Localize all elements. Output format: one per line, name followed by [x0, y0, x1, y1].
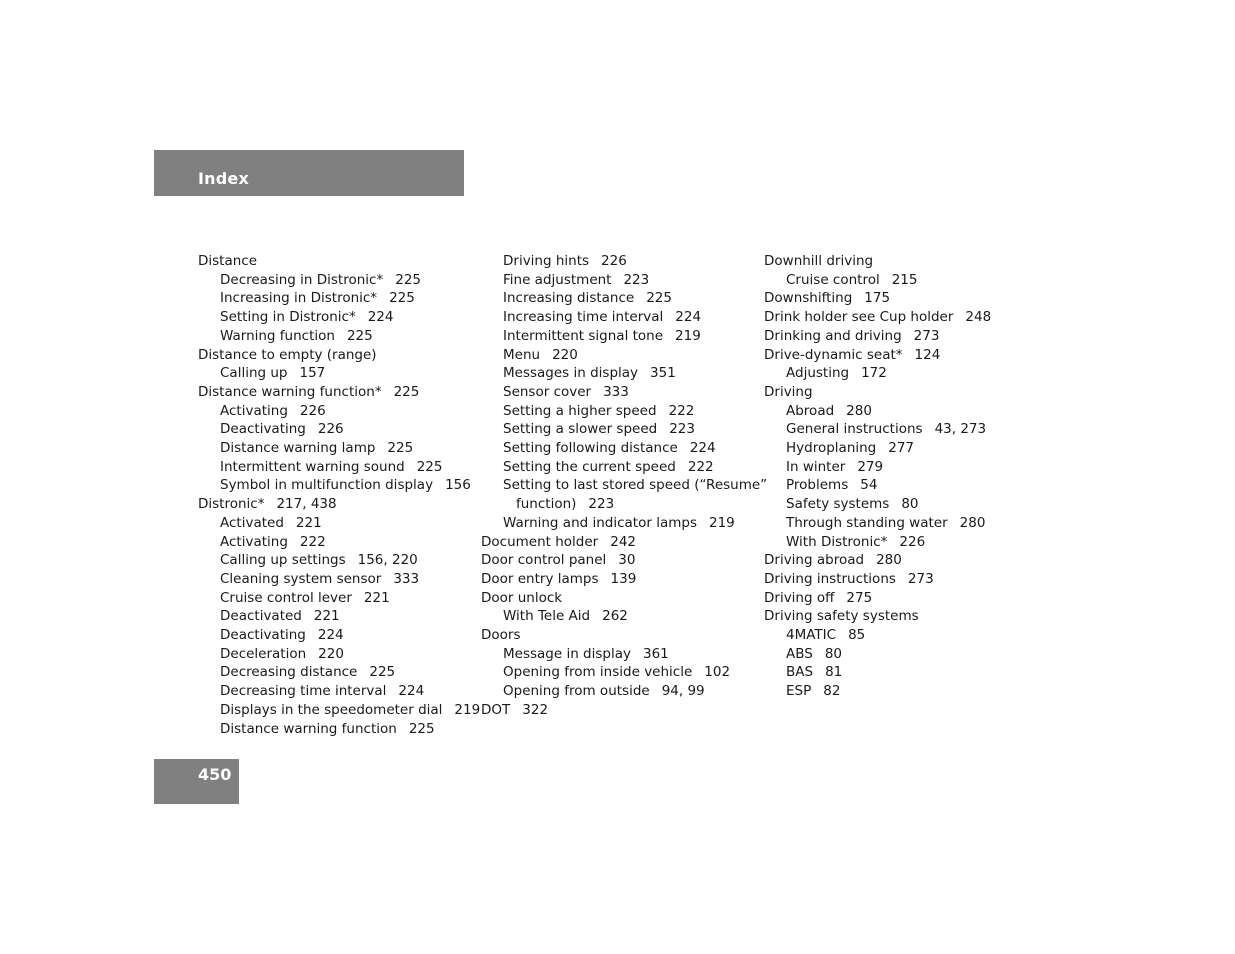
- entry-term: Through standing water: [786, 514, 948, 531]
- entry-term: Message in display: [503, 645, 631, 662]
- entry-pages[interactable]: 81: [825, 664, 843, 681]
- index-subentry: [481, 514, 756, 533]
- entry-term: Distance: [198, 253, 258, 269]
- index-subentry: [764, 364, 1024, 383]
- entry-term: Door unlock: [481, 589, 563, 606]
- entry-pages[interactable]: 322: [522, 701, 549, 718]
- entry-pages[interactable]: 224: [367, 309, 394, 326]
- entry-pages[interactable]: 172: [861, 365, 887, 382]
- entry-term: Displays in the speedometer dial: [220, 701, 443, 718]
- index-subentry: [481, 607, 756, 626]
- entry-pages[interactable]: 124: [914, 346, 941, 363]
- section-title: Index: [198, 169, 249, 188]
- entry-pages[interactable]: 102: [704, 664, 731, 681]
- index-column-3: [764, 252, 1024, 701]
- entry-term: With Distronic*: [786, 533, 888, 550]
- entry-pages[interactable]: 224: [398, 683, 425, 700]
- index-subentry: [198, 420, 473, 439]
- entry-term: Deactivated: [220, 608, 302, 625]
- entry-pages[interactable]: 248: [965, 309, 992, 326]
- entry-pages[interactable]: 30: [618, 552, 636, 569]
- index-subentry: [481, 271, 756, 290]
- index-entry: [764, 383, 1024, 402]
- entry-pages[interactable]: 223: [669, 421, 695, 438]
- entry-pages[interactable]: 80: [824, 645, 843, 662]
- entry-pages[interactable]: 225: [369, 664, 396, 681]
- index-subentry: [764, 402, 1024, 421]
- entry-term: Driving off: [764, 589, 835, 606]
- index-column-2: [481, 252, 768, 720]
- index-subentry: [764, 682, 1024, 701]
- index-entry: [481, 626, 756, 645]
- entry-pages[interactable]: 273: [913, 327, 940, 344]
- entry-pages[interactable]: 280: [846, 402, 872, 419]
- index-subentry: [198, 682, 473, 701]
- entry-term: Cleaning system sensor: [220, 570, 382, 587]
- entry-pages[interactable]: 225: [389, 290, 415, 307]
- entry-pages[interactable]: 225: [387, 440, 414, 457]
- index-entry: [198, 346, 473, 365]
- entry-term: Cruise control: [786, 271, 880, 288]
- entry-term: Door entry lamps: [481, 570, 599, 587]
- entry-term: Distance to empty (range): [198, 346, 377, 363]
- entry-term: In winter: [786, 458, 846, 475]
- index-entry: [198, 383, 473, 402]
- entry-term: Safety systems: [786, 496, 890, 513]
- entry-term: Distronic*: [198, 496, 265, 513]
- index-entry: [481, 551, 756, 570]
- entry-term: Drive-dynamic seat*: [764, 346, 903, 363]
- entry-term: Adjusting: [786, 365, 850, 382]
- entry-pages[interactable]: 226: [299, 402, 326, 419]
- index-entry: [481, 589, 756, 608]
- entry-term: Opening from outside: [503, 683, 650, 700]
- index-subentry: [198, 308, 473, 327]
- entry-pages[interactable]: 226: [317, 421, 344, 438]
- entry-term: Driving abroad: [764, 552, 865, 569]
- entry-term: Decreasing in Distronic*: [220, 271, 384, 288]
- entry-pages[interactable]: 275: [846, 589, 873, 606]
- index-subentry: [764, 533, 1024, 552]
- entry-term: Decreasing time interval: [220, 683, 387, 700]
- entry-term: Calling up settings: [220, 552, 346, 569]
- entry-term: Activated: [220, 514, 284, 531]
- entry-pages[interactable]: 273: [907, 570, 934, 587]
- entry-term: Messages in display: [503, 365, 639, 382]
- entry-term: Deactivating: [220, 627, 306, 644]
- entry-pages[interactable]: 82: [823, 683, 841, 700]
- entry-term: Distance warning function: [220, 720, 397, 737]
- index-subentry: [481, 327, 756, 346]
- entry-term: Setting a higher speed: [503, 402, 657, 419]
- entry-term: Decreasing distance: [220, 664, 358, 681]
- entry-pages[interactable]: 333: [393, 570, 420, 587]
- entry-term: Driving: [764, 383, 813, 400]
- entry-pages[interactable]: 94, 99: [661, 683, 705, 700]
- index-subentry: [198, 458, 473, 477]
- index-subentry: [198, 476, 473, 495]
- entry-term: Driving instructions: [764, 570, 896, 587]
- entry-pages[interactable]: 156, 220: [357, 552, 418, 569]
- index-subentry: [481, 663, 756, 682]
- entry-pages[interactable]: 217, 438: [276, 496, 337, 513]
- entry-term: Setting in Distronic*: [220, 309, 356, 326]
- entry-pages[interactable]: 223: [588, 496, 615, 513]
- entry-term: Distance warning lamp: [220, 440, 376, 457]
- entry-pages[interactable]: 224: [317, 627, 344, 644]
- entry-pages[interactable]: 219: [675, 327, 701, 344]
- entry-term: Warning function: [220, 327, 335, 344]
- index-subentry: [764, 663, 1024, 682]
- index-subentry: [764, 420, 1024, 439]
- index-subentry: [198, 607, 473, 626]
- entry-term: Opening from inside vehicle: [503, 664, 693, 681]
- entry-pages[interactable]: 157: [299, 365, 326, 382]
- entry-pages[interactable]: 215: [891, 271, 918, 288]
- entry-pages[interactable]: 225: [408, 720, 435, 737]
- entry-term: ABS: [786, 645, 813, 662]
- index-subentry: [481, 364, 756, 383]
- entry-pages[interactable]: 80: [901, 496, 919, 513]
- entry-pages[interactable]: 225: [346, 327, 373, 344]
- entry-term: Warning and indicator lamps: [503, 514, 697, 531]
- entry-pages[interactable]: 221: [295, 514, 322, 531]
- entry-term: Activating: [220, 533, 288, 550]
- entry-term: Increasing in Distronic*: [220, 290, 378, 307]
- entry-pages[interactable]: 225: [393, 383, 420, 400]
- entry-term: Setting to last stored speed (“Resume”: [503, 477, 768, 494]
- entry-pages[interactable]: 175: [864, 290, 891, 307]
- entry-term: Intermittent warning sound: [220, 458, 405, 475]
- entry-term: Abroad: [786, 402, 835, 419]
- entry-pages[interactable]: 222: [299, 533, 326, 550]
- section-header: [154, 150, 464, 196]
- index-subentry: [198, 570, 473, 589]
- index-subentry: [481, 439, 756, 458]
- page-number: 450: [198, 765, 232, 784]
- entry-term: Setting a slower speed: [503, 421, 658, 438]
- index-subentry: [198, 533, 473, 552]
- entry-pages[interactable]: 262: [602, 608, 628, 625]
- entry-term: Problems: [786, 477, 849, 494]
- index-subentry: [198, 289, 473, 308]
- entry-pages[interactable]: 221: [313, 608, 340, 625]
- index-subentry: [198, 663, 473, 682]
- index-subentry: [481, 458, 756, 477]
- entry-term: Doors: [481, 627, 521, 644]
- entry-pages[interactable]: 226: [899, 533, 926, 550]
- index-subentry: [481, 682, 756, 701]
- index-subentry: [198, 327, 473, 346]
- entry-term: Door control panel: [481, 552, 607, 569]
- entry-term: Drink holder see Cup holder: [764, 309, 954, 326]
- index-subentry: [198, 645, 473, 664]
- entry-term: Drinking and driving: [764, 327, 902, 344]
- index-column-1: [198, 252, 481, 738]
- index-entry: [198, 495, 473, 514]
- index-subentry: [481, 495, 756, 514]
- entry-term: function): [516, 496, 577, 513]
- entry-term: Downhill driving: [764, 253, 874, 269]
- entry-term: Increasing time interval: [503, 309, 664, 326]
- entry-term: ESP: [786, 683, 812, 700]
- index-subentry: [764, 476, 1024, 495]
- index-entry: [764, 570, 1024, 589]
- index-entry: [764, 252, 1024, 271]
- index-subentry: [198, 701, 481, 720]
- entry-term: Activating: [220, 402, 288, 419]
- entry-pages[interactable]: 223: [623, 271, 650, 288]
- index-entry: [764, 346, 1024, 365]
- entry-pages[interactable]: 220: [552, 346, 578, 363]
- index-subentry: [481, 476, 768, 495]
- entry-pages[interactable]: 225: [416, 458, 443, 475]
- index-subentry: [198, 402, 473, 421]
- entry-pages[interactable]: 221: [363, 589, 390, 606]
- entry-term: Symbol in multifunction display: [220, 477, 434, 494]
- index-subentry: [198, 364, 473, 383]
- entry-term: Downshifting: [764, 290, 853, 307]
- entry-term: Calling up: [220, 365, 288, 382]
- entry-pages[interactable]: 242: [610, 533, 637, 550]
- entry-pages[interactable]: 280: [876, 552, 902, 569]
- entry-pages[interactable]: 225: [646, 290, 672, 307]
- entry-term: Document holder: [481, 533, 599, 550]
- entry-term: BAS: [786, 664, 814, 681]
- entry-pages[interactable]: 219: [454, 701, 481, 718]
- entry-term: Setting the current speed: [503, 458, 676, 475]
- index-subentry: [198, 626, 473, 645]
- index-entry: [198, 252, 473, 271]
- index-subentry: [481, 289, 756, 308]
- index-subentry: [764, 271, 1024, 290]
- entry-pages[interactable]: 277: [888, 440, 915, 457]
- index-subentry: [198, 514, 473, 533]
- index-entry: [764, 308, 1024, 327]
- index-subentry: [764, 458, 1024, 477]
- entry-pages[interactable]: 351: [650, 365, 676, 382]
- entry-term: Driving hints: [503, 253, 590, 269]
- index-entry: [764, 327, 1024, 346]
- index-subentry: [764, 514, 1024, 533]
- index-subentry: [481, 252, 756, 271]
- index-entry: [764, 589, 1024, 608]
- index-subentry: [198, 439, 473, 458]
- entry-pages[interactable]: 361: [643, 645, 669, 662]
- index-subentry: [764, 645, 1024, 664]
- index-subentry: [198, 551, 473, 570]
- entry-term: 4MATIC: [786, 627, 837, 644]
- entry-term: Intermittent signal tone: [503, 327, 664, 344]
- entry-term: Fine adjustment: [503, 271, 612, 288]
- entry-term: Distance warning function*: [198, 383, 382, 400]
- index-subentry: [481, 402, 756, 421]
- index-entry: [481, 570, 756, 589]
- entry-term: Increasing distance: [503, 290, 635, 307]
- entry-pages[interactable]: 156: [445, 477, 471, 494]
- index-entry: [764, 607, 1024, 626]
- entry-pages[interactable]: 54: [860, 477, 878, 494]
- entry-pages[interactable]: 43, 273: [934, 421, 987, 438]
- index-subentry: [481, 383, 756, 402]
- entry-term: Hydroplaning: [786, 440, 877, 457]
- entry-pages[interactable]: 220: [318, 645, 344, 662]
- entry-pages[interactable]: 222: [668, 402, 695, 419]
- entry-term: Deactivating: [220, 421, 306, 438]
- index-subentry: [481, 645, 756, 664]
- entry-pages[interactable]: 225: [395, 271, 422, 288]
- entry-term: Deceleration: [220, 645, 307, 662]
- entry-term: Driving safety systems: [764, 608, 919, 625]
- entry-term: With Tele Aid: [503, 608, 591, 625]
- entry-term: DOT: [481, 701, 511, 718]
- index-entry: [481, 701, 756, 720]
- index-subentry: [481, 346, 756, 365]
- index-entry: [481, 533, 756, 552]
- index-subentry: [481, 420, 756, 439]
- entry-pages[interactable]: 224: [689, 440, 716, 457]
- entry-pages[interactable]: 222: [687, 458, 714, 475]
- index-entry: [764, 289, 1024, 308]
- entry-pages[interactable]: 280: [959, 514, 986, 531]
- entry-pages[interactable]: 226: [601, 253, 627, 269]
- entry-pages[interactable]: 219: [708, 514, 735, 531]
- index-subentry: [764, 495, 1024, 514]
- entry-pages[interactable]: 224: [675, 309, 702, 326]
- entry-pages[interactable]: 139: [610, 570, 637, 587]
- index-subentry: [198, 720, 473, 739]
- index-subentry: [764, 439, 1024, 458]
- index-subentry: [764, 626, 1024, 645]
- entry-term: Menu: [503, 346, 541, 363]
- index-subentry: [198, 271, 473, 290]
- index-subentry: [198, 589, 473, 608]
- entry-pages[interactable]: 333: [603, 383, 629, 400]
- index-subentry: [481, 308, 756, 327]
- entry-term: Setting following distance: [503, 440, 678, 457]
- index-entry: [764, 551, 1024, 570]
- entry-term: General instructions: [786, 421, 923, 438]
- page-number-tab: [154, 759, 239, 804]
- entry-term: Cruise control lever: [220, 589, 352, 606]
- entry-pages[interactable]: 279: [857, 458, 884, 475]
- entry-pages[interactable]: 85: [848, 627, 866, 644]
- entry-term: Sensor cover: [503, 383, 592, 400]
